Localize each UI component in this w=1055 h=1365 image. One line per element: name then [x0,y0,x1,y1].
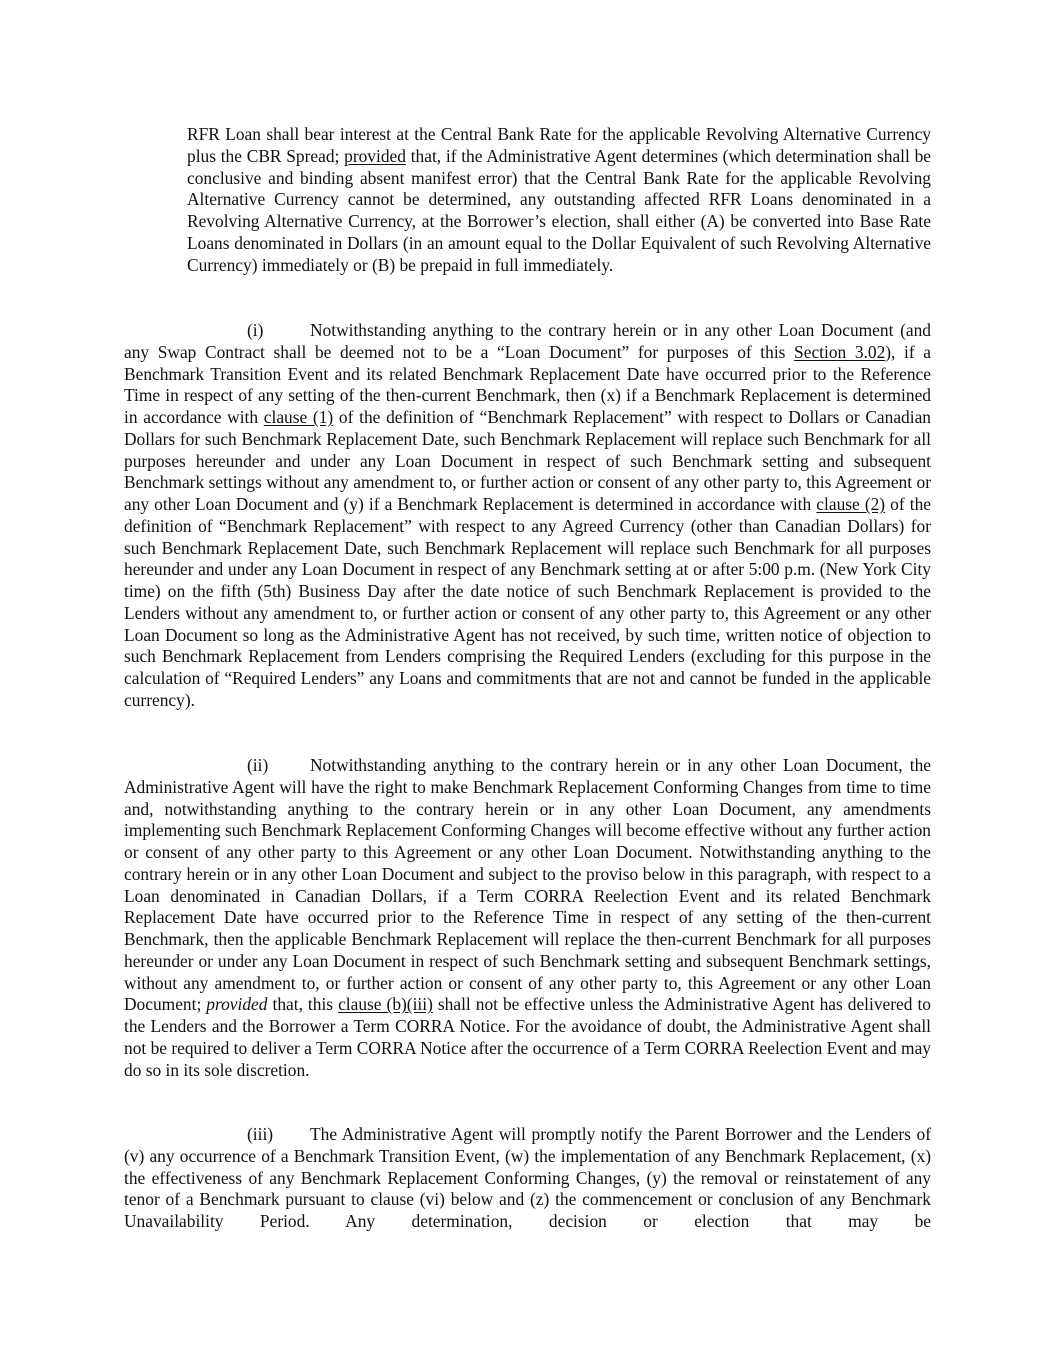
paragraph-text: that, this [267,994,339,1015]
paragraph-i [124,320,931,712]
paragraph-rfr-loan [187,124,931,276]
paragraph-text: shall not be effective unless the Administrative Agent has delivered to the Lenders and the Borrower a Term CORRA Notice. For the avoidance of doubt, the Administrative Agent shall not be required to deliver a Term CORRA Notice after the occurrence of a Term CORRA Reelection Event and may do so in its sole discretion. [124,994,932,1080]
paragraph-text: of the definition of “Benchmark Replacement” with respect to Dollars or Canadian Dollars for such Benchmark Replacement Date, such Benchmark Replacement will replace such Benchmark for all purposes hereunder and under any Loan Document in respect of such Benchmark setting and subsequent Benchmark settings without any amendment to, or further action or consent of any other party to, this Agreement or any other Loan Document and (y) if a Benchmark Replacement is determined in accordance with [124,407,931,514]
provided-term: provided [344,145,406,166]
paragraph-text: ), if a Benchmark Transition Event and its related Benchmark Replacement Date have occurred prior to the Reference Time in respect of any setting of the then-current Benchmark, then (x) if a Benchmark Replacement is determined in accordance with [124,341,931,427]
paragraph-text: Notwithstanding anything to the contrary herein or in any other Loan Document, the Administrative Agent will have the right to make Benchmark Replacement Conforming Changes from time to time and, notwithstanding anything to the contrary herein or in any other Loan Document, any amendments implementing such Benchmark Replacement Conforming Changes will become effective without any further action or consent of any other party to this Agreement or any other Loan Document. Notwithstanding anything to the contrary herein or in any other Loan Document and subject to the proviso below in this paragraph, with respect to a Loan denominated in Canadian Dollars, if a Term CORRA Reelection Event and its related Benchmark Replacement Date have occurred prior to the Reference Time in respect of any setting of the then-current Benchmark, then the applicable Benchmark Replacement will replace the then-current Benchmark for all purposes hereunder or under any Loan Document in respect of such Benchmark setting and subsequent Benchmark settings, without any amendment to, or further action or consent of any other party to, this Agreement or any other Loan Document; [124,755,931,1015]
clause-reference[interactable]: clause (1) [263,407,334,427]
section-reference[interactable]: Section 3.02 [794,341,886,362]
paragraph-number: (ii) [247,755,269,775]
paragraph-text: The Administrative Agent will promptly notify the Parent Borrower and the Lenders of (v) any occurrence of a Benchmark Transition Event, (w) the implementation of any Benchmark Replacement, (x) the effectiveness of any Benchmark Replacement Conforming Changes, (y) the removal or reinstatement of any tenor of a Benchmark pursuant to clause (vi) below and (z) the commencement or conclusion of any Benchmark Unavailability Period. Any determination, decision or election that may be [124,1124,931,1231]
paragraph-text: that, if the Administrative Agent determines (which determination shall be conclusive and binding absent manifest error) that the Central Bank Rate for the applicable Revolving Alternative Currency cannot be determined, any outstanding affected RFR Loans denominated in a Revolving Alternative Currency, at the Borrower’s election, shall either (A) be converted into Base Rate Loans denominated in Dollars (in an amount equal to the Dollar Equivalent of such Revolving Alternative Currency) immediately or (B) be prepaid in full immediately. [187,145,931,275]
paragraph-number: (i) [247,320,264,340]
paragraph-text: RFR Loan shall bear interest at the Central Bank Rate for the applicable Revolving Alternative Currency plus the CBR Spread; [187,124,931,166]
paragraph-iii [124,1124,931,1233]
paragraph-text: Notwithstanding anything to the contrary herein or in any other Loan Document (and any Swap Contract shall be deemed not to be a “Loan Document” for purposes of this [124,320,931,362]
paragraph-text: of the definition of “Benchmark Replacement” with respect to any Agreed Currency (other than Canadian Dollars) for such Benchmark Replacement Date, such Benchmark Replacement will replace such Benchmark for all purposes hereunder and under any Loan Document in respect of any Benchmark setting at or after 5:00 p.m. (New York City time) on the fifth (5th) Business Day after the date notice of such Benchmark Replacement is provided to the Lenders without any amendment to, or further action or consent of any other party to, this Agreement or any other Loan Document so long as the Administrative Agent has not received, by such time, written notice of objection to such Benchmark Replacement from Lenders comprising the Required Lenders (excluding for this purpose in the calculation of “Required Lenders” any Loans and commitments that are not and cannot be funded in the applicable currency). [124,494,931,710]
paragraph-ii [124,755,931,1081]
provided-term: provided [206,994,268,1015]
paragraph-number: (iii) [247,1124,274,1144]
clause-reference[interactable]: clause (b)(iii) [338,994,433,1015]
clause-reference[interactable]: clause (2) [816,494,886,514]
